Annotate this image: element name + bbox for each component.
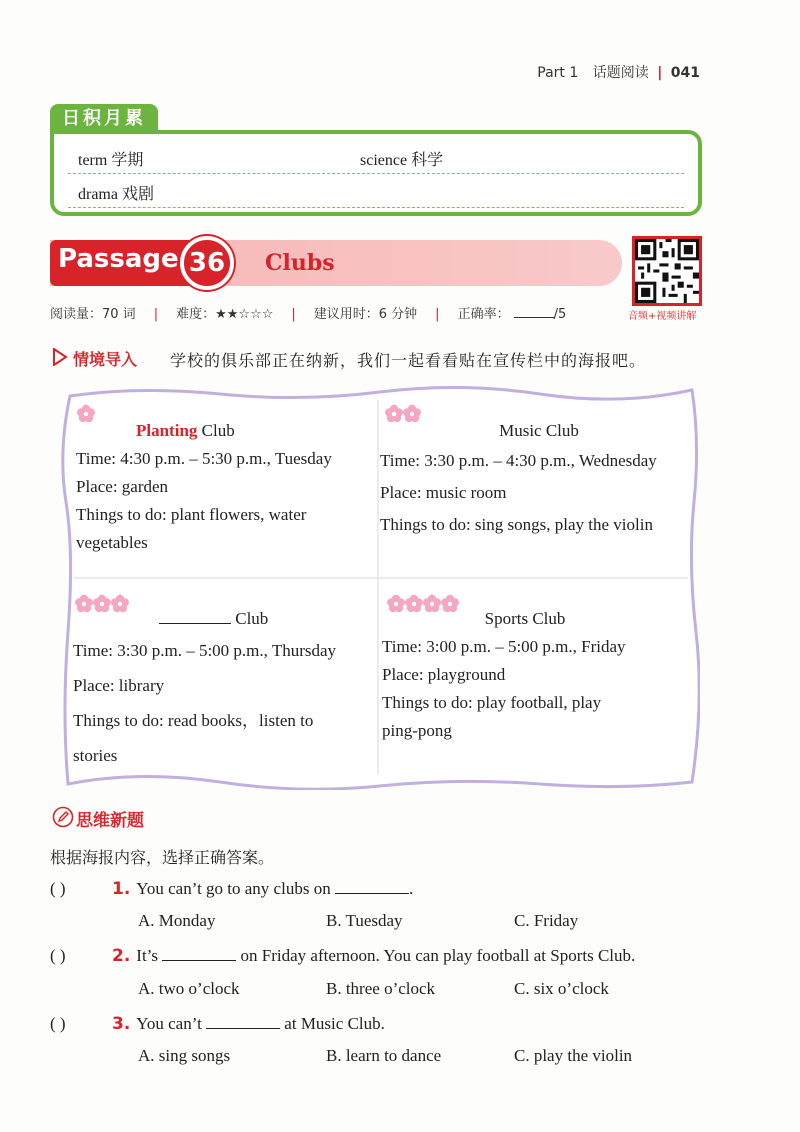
question-blank[interactable]	[335, 878, 409, 894]
vocab-science: science 科学	[360, 152, 444, 169]
planting-things-cont: vegetables	[76, 533, 148, 552]
planting-club-card	[76, 417, 376, 557]
vocab-tab: 日积月累	[50, 104, 158, 134]
music-club-card	[380, 417, 698, 541]
answer-paren[interactable]: ( )	[50, 1014, 66, 1033]
question-text: You can’t	[136, 1014, 207, 1033]
question-number: 1.	[112, 879, 131, 899]
mystery-club-card	[73, 605, 373, 773]
pencil-icon	[52, 806, 74, 828]
sports-time: Time: 3:00 p.m. – 5:00 p.m., Friday	[382, 637, 626, 656]
accuracy-total: /5	[553, 307, 567, 322]
difficulty-stars	[215, 307, 273, 322]
accuracy-label: 正确率：	[457, 307, 510, 322]
star-filled-icon: ★	[215, 307, 227, 322]
passage-title: Clubs	[265, 250, 335, 276]
answer-paren[interactable]: ( )	[50, 879, 66, 898]
planting-title-red: Planting	[136, 421, 198, 440]
option-c[interactable]: C. six o’clock	[514, 979, 609, 998]
accuracy-blank[interactable]	[514, 317, 554, 318]
vocab-term: term 学期	[78, 152, 144, 169]
section-label: 话题阅读	[592, 65, 649, 81]
star-empty-icon: ☆	[250, 307, 262, 322]
option-a[interactable]: A. sing songs	[138, 1046, 231, 1065]
option-b[interactable]: B. Tuesday	[326, 911, 403, 930]
option-c[interactable]: C. play the violin	[514, 1046, 633, 1065]
play-triangle-icon	[52, 348, 68, 366]
sports-title: Sports Club	[484, 609, 566, 628]
question-blank[interactable]	[162, 945, 236, 961]
star-empty-icon: ☆	[238, 307, 251, 322]
qr-code[interactable]	[632, 236, 702, 306]
passage-number: 36	[180, 236, 234, 290]
sports-club-card	[382, 605, 698, 745]
qr-label: 音频+视频讲解	[628, 311, 697, 322]
music-time: Time: 3:30 p.m. – 4:30 p.m., Wednesday	[380, 451, 657, 470]
vocab-box	[50, 130, 702, 216]
blank-things-cont: stories	[73, 746, 118, 765]
word-count: 阅读量：70 词	[50, 307, 136, 322]
sports-things: Things to do: play football, play	[382, 693, 602, 712]
passage-label: Passage	[58, 244, 179, 274]
question-text: It’s	[136, 946, 163, 965]
thinking-tag: 思维新题	[76, 811, 144, 831]
vocab-row	[68, 140, 684, 174]
blank-time: Time: 3:30 p.m. – 5:00 p.m., Thursday	[73, 641, 337, 660]
option-a[interactable]: A. Monday	[138, 911, 216, 930]
club-poster	[60, 382, 700, 790]
question-2	[50, 945, 635, 966]
music-title: Music Club	[499, 421, 579, 440]
club-name-blank[interactable]	[159, 606, 231, 624]
star-empty-icon: ☆	[261, 307, 274, 322]
question-text-end: on Friday afternoon. You can play football at Sports Club.	[236, 946, 636, 965]
blank-things: Things to do: read books，listen to	[73, 711, 314, 730]
option-c[interactable]: C. Friday	[514, 911, 579, 930]
star-filled-icon: ★	[226, 307, 239, 322]
answer-paren[interactable]: ( )	[50, 946, 66, 965]
page-number: 041	[670, 65, 700, 81]
vocab-row	[68, 174, 684, 208]
question-text-end: at Music Club.	[280, 1014, 385, 1033]
instruction: 根据海报内容，选择正确答案。	[50, 848, 275, 867]
question-3	[50, 1013, 385, 1034]
question-text-end: .	[408, 879, 414, 898]
planting-title-rest: Club	[197, 421, 235, 440]
option-b[interactable]: B. three o’clock	[326, 979, 436, 998]
question-number: 2.	[112, 946, 131, 966]
vocab-drama: drama 戏剧	[78, 186, 154, 203]
planting-things: Things to do: plant flowers, water	[76, 505, 307, 524]
option-a[interactable]: A. two o’clock	[138, 979, 240, 998]
music-things: Things to do: sing songs, play the violin	[380, 515, 653, 534]
meta-row: 阅读量：70 词 | 难度：★★☆☆☆ | 建议用时：6 分钟 | 正确率： /5	[50, 307, 567, 322]
question-text: You can’t go to any clubs on	[136, 879, 335, 898]
question-1	[50, 878, 413, 899]
part-label: Part 1	[537, 65, 579, 81]
blank-title-rest: Club	[235, 609, 269, 628]
qr-icon	[635, 239, 699, 303]
planting-place: Place: garden	[76, 477, 169, 496]
intro-text: 学校的俱乐部正在纳新，我们一起看看贴在宣传栏中的海报吧。	[170, 351, 647, 370]
blank-place: Place: library	[73, 676, 165, 695]
sports-place: Place: playground	[382, 665, 506, 684]
planting-time: Time: 4:30 p.m. – 5:30 p.m., Tuesday	[76, 449, 332, 468]
question-number: 3.	[112, 1014, 131, 1034]
difficulty-label: 难度：	[176, 307, 216, 322]
question-blank[interactable]	[206, 1013, 280, 1029]
intro-tag: 情境导入	[73, 350, 138, 369]
suggested-time: 建议用时：6 分钟	[313, 307, 418, 322]
page-header: Part 1 话题阅读 | 041	[537, 65, 700, 81]
option-b[interactable]: B. learn to dance	[326, 1046, 442, 1065]
sports-things-cont: ping-pong	[382, 721, 452, 740]
music-place: Place: music room	[380, 483, 507, 502]
